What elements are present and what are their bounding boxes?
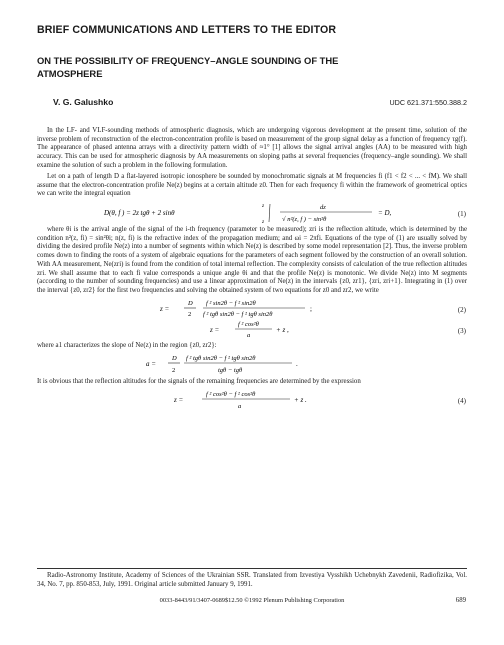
svg-text:= D,: = D, xyxy=(378,209,392,217)
paragraph-intro: In the LF- and VLF-sounding methods of atmospheric diagnosis, which are undergoing vigorous development at the present time, solution of the inverse problem of reconstruction of the electron-concentration profile is based on measurement of the group signal delay as a function of frequency τg(f). The appearance of phased antenna arrays with a directivity pattern width of ≈1° [1] allows the signal arrival angles (AA) to be measured with high accuracy. This can be used for atmospheric diagnosis by AA measurements on sloping paths at several frequencies (frequency–angle sounding). We shall examine the solution of such a problem in the following formulation. xyxy=(37,127,467,169)
equation-1-formula xyxy=(0,201,504,225)
equation-a1-formula xyxy=(0,352,504,376)
svg-text:z =: z = xyxy=(174,396,184,404)
svg-text:+ z ,: + z , xyxy=(276,326,289,334)
equation-2-number: (2) xyxy=(457,306,466,314)
equation-a1 xyxy=(0,352,504,376)
svg-text:z: z xyxy=(262,203,265,209)
svg-text:a =: a = xyxy=(146,360,156,368)
footnote-rule xyxy=(37,568,467,569)
equation-4 xyxy=(0,388,504,412)
paragraph-remaining: It is obvious that the reflection altitudes for the signals of the remaining frequencies are determined by the expression xyxy=(37,378,361,385)
svg-text:dz: dz xyxy=(320,204,326,211)
svg-text:2: 2 xyxy=(172,367,176,374)
svg-text:;: ; xyxy=(310,305,312,313)
article-title-line-1: ON THE POSSIBILITY OF FREQUENCY–ANGLE SOUNDING OF THE xyxy=(37,55,339,66)
issn-line: 0033-8443/91/3407-0689$12.50 ©1992 Plenum Publishing Corporation xyxy=(159,597,345,604)
svg-text:2: 2 xyxy=(188,311,192,318)
svg-text:tgθ − tgθ: tgθ − tgθ xyxy=(218,367,243,374)
article-title xyxy=(37,54,467,80)
svg-text:f ² tgθ sin2θ − f ² tgθ sin: f ² tgθ sin2θ − f ² tgθ sin2θ xyxy=(203,311,273,318)
paragraph-method: where θi is the arrival angle of the signal of the i-th frequency (parameter to be measured); zri is the reflection altitude, which is determined by the condition n²(z, fi) = sin²θi; n(z, fi) is the refractive index of the propagation medium; and ωi = 2πfi. Equations of the type of (1) are usually solved by dividing the desired profile Ne(z) into a number of segments within which Ne(z) is described by some model representation [2]. Thus, the inverse problem comes down to finding the roots of a system of algebraic equations for the parameters of each segment followed by the construction of an overall solution. With AA measurement, Ne(zri) is found from the condition of total internal reflection. The complexity consists of calculation of the true reflection altitudes zri. We shall assume that to each fi value corresponds a unique angle θi and that the profile Ne(z) is monotonic. We divide Ne(z) into M segments (according to the number of sounding frequencies) and use a linear approximation of Ne(z) in the intervals {z0, zr1}, {zri, zri+1}. Integrating in (1) over the interval {z0, zr2} for the first two frequencies and solving the obtained system of two equations for z0 and zr2, we write xyxy=(37,226,467,294)
footnote-affiliation: Radio-Astronomy Institute, Academy of Sciences of the Ukrainian SSR. Translated from Izvestiya Vysshikh Uchebnykh Zavedenii, Radiofizika, Vol. 34, No. 7, pp. 850-853, July, 1991. Original article submitted January 9, 1991. xyxy=(37,572,467,588)
svg-text:.: . xyxy=(296,360,298,368)
svg-text:z =: z = xyxy=(210,326,220,334)
equation-3-formula xyxy=(0,319,504,341)
equation-3 xyxy=(0,319,504,341)
svg-text:z: z xyxy=(262,219,265,225)
section-heading: BRIEF COMMUNICATIONS AND LETTERS TO THE EDITOR xyxy=(37,24,337,36)
svg-text:√ n²(z, f ) − sin²θ: √ n²(z, f ) − sin²θ xyxy=(282,216,327,223)
svg-text:D(θ, f ) = 2z tgθ + 2 sinθ: D(θ, f ) = 2z tgθ + 2 sinθ xyxy=(104,209,175,217)
svg-text:f ² tgθ sin2θ − f ² tgθ sin: f ² tgθ sin2θ − f ² tgθ sin2θ xyxy=(186,355,256,362)
svg-text:f ² cos²θ − f ² cos²θ: f ² cos²θ − f ² cos²θ xyxy=(206,391,256,398)
equation-1 xyxy=(0,201,504,225)
equation-3-number: (3) xyxy=(457,327,466,335)
equation-2 xyxy=(0,297,504,319)
page-number: 689 xyxy=(455,597,466,604)
equation-4-number: (4) xyxy=(457,397,466,405)
svg-text:a: a xyxy=(238,403,242,410)
svg-text:D: D xyxy=(188,300,193,307)
article-title-line-2: ATMOSPHERE xyxy=(37,68,103,79)
equation-2-formula xyxy=(0,297,504,319)
equation-1-number: (1) xyxy=(457,210,466,218)
svg-text:+ z .: + z . xyxy=(294,396,307,404)
svg-text:a: a xyxy=(247,332,251,339)
paragraph-formulation: Let on a path of length D a flat-layered isotropic ionosphere be sounded by monochromatic signals at M frequencies fi (f1 < f2 < ... < fM). We shall assume that the electron-concentration profile Ne(z) begins at a certain altitude z0. Then for each frequency fi within the framework of geometrical optics we can write the integral equation xyxy=(37,173,467,198)
equation-4-formula xyxy=(0,388,504,412)
svg-text:f ² sin2θ − f ² sin2θ: f ² sin2θ − f ² sin2θ xyxy=(206,300,256,307)
svg-text:z =: z = xyxy=(160,305,170,313)
udc-code: UDC 621.371:550.388.2 xyxy=(389,98,467,107)
svg-text:f ² cos²θ: f ² cos²θ xyxy=(238,321,259,328)
paragraph-slope: where a1 characterizes the slope of Ne(z) in the region {z0, zr2}: xyxy=(37,342,217,349)
author-name: V. G. Galushko xyxy=(53,97,114,107)
svg-text:D: D xyxy=(172,355,177,362)
